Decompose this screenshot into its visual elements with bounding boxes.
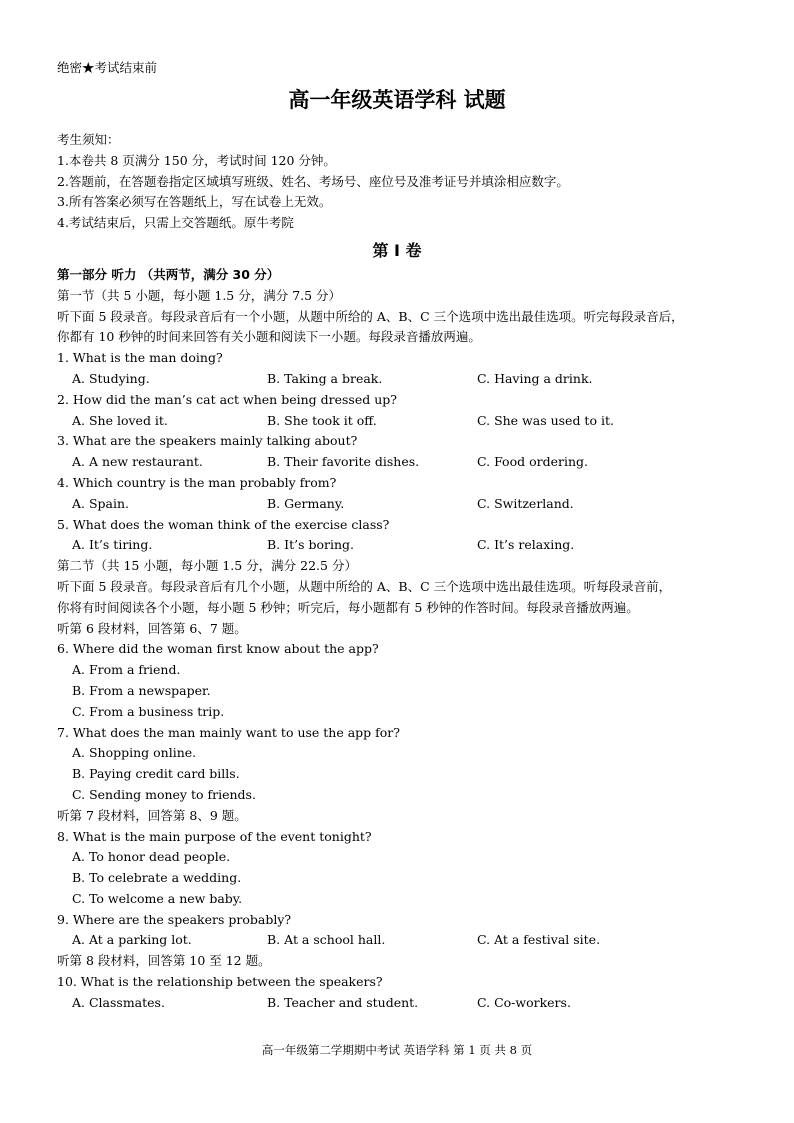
option-c: C. It’s relaxing. — [477, 537, 575, 553]
section2-instruction: 你将有时间阅读各个小题，每小题 5 秒钟；听完后，每小题都有 5 秒钟的作答时间。每段录音播放两遍。 — [57, 599, 639, 615]
section1-instruction: 你都有 10 秒钟的时间来回答有关小题和阅读下一小题。每段录音播放两遍。 — [57, 329, 481, 345]
confidential-label: 绝密★考试结束前 — [57, 60, 158, 75]
question-9: 9. Where are the speakers probably? — [57, 911, 292, 927]
option-a: A. Spain. — [72, 495, 130, 511]
question-1: 1. What is the man doing? — [57, 350, 223, 366]
volume-title: 第 I 卷 — [372, 240, 422, 260]
section1-heading: 第一节（共 5 小题，每小题 1.5 分，满分 7.5 分） — [57, 287, 342, 303]
option-a: A. A new restaurant. — [72, 454, 203, 470]
options-row — [57, 930, 737, 951]
option-c: C. Having a drink. — [477, 370, 593, 386]
question-7: 7. What does the man mainly want to use the app for? — [57, 724, 400, 740]
option-c: C. Co-workers. — [477, 994, 571, 1010]
material-note: 听第 8 段材料，回答第 10 至 12 题。 — [57, 953, 271, 969]
question-8: 8. What is the main purpose of the event tonight? — [57, 828, 372, 844]
options-row — [57, 993, 737, 1014]
option-a: A. Classmates. — [72, 994, 165, 1010]
option-a: A. From a friend. — [72, 662, 181, 678]
option-c: C. Sending money to friends. — [72, 786, 256, 802]
option-c: C. From a business trip. — [72, 703, 225, 719]
exam-title: 高一年级英语学科 试题 — [288, 88, 506, 112]
options-row — [57, 411, 737, 432]
question-6: 6. Where did the woman first know about the app? — [57, 641, 379, 657]
options-row — [57, 452, 737, 473]
notice-item: 4.考试结束后，只需上交答题纸。原牛考院 — [57, 215, 294, 231]
option-b: B. Taking a break. — [267, 370, 383, 386]
section2-instruction: 听下面 5 段录音。每段录音后有几个小题，从题中所给的 A、B、C 三个选项中选出最佳选项。听每段录音前， — [57, 578, 672, 594]
option-b: B. Germany. — [267, 495, 345, 511]
section2-heading: 第二节（共 15 小题，每小题 1.5 分，满分 22.5 分） — [57, 558, 357, 574]
material-note: 听第 6 段材料，回答第 6、7 题。 — [57, 620, 247, 636]
option-b: B. To celebrate a wedding. — [72, 870, 242, 886]
question-4: 4. Which country is the man probably from? — [57, 474, 337, 490]
question-2: 2. How did the man’s cat act when being dressed up? — [57, 391, 397, 407]
notice-item: 3.所有答案必须写在答题纸上，写在试卷上无效。 — [57, 194, 332, 210]
option-a: A. Studying. — [72, 370, 150, 386]
section1-instruction: 听下面 5 段录音。每段录音后有一个小题，从题中所给的 A、B、C 三个选项中选出最佳选项。听完每段录音后， — [57, 308, 684, 324]
option-a: A. Shopping online. — [72, 745, 197, 761]
part1-heading: 第一部分 听力 （共两节，满分 30 分） — [57, 266, 280, 282]
option-b: B. Paying credit card bills. — [72, 766, 240, 782]
option-c: C. Switzerland. — [477, 495, 574, 511]
notice-item: 2.答题前，在答题卷指定区域填写班级、姓名、考场号、座位号及准考证号并填涂相应数字。 — [57, 173, 569, 189]
option-c: C. At a festival site. — [477, 932, 601, 948]
option-a: A. At a parking lot. — [72, 932, 192, 948]
question-10: 10. What is the relationship between the speakers? — [57, 974, 383, 990]
option-b: B. Their favorite dishes. — [267, 454, 420, 470]
options-row — [57, 535, 737, 556]
options-row — [57, 494, 737, 515]
option-b: B. At a school hall. — [267, 932, 386, 948]
option-a: A. To honor dead people. — [72, 849, 231, 865]
option-a: A. She loved it. — [72, 412, 168, 428]
notice-item: 1.本卷共 8 页满分 150 分，考试时间 120 分钟。 — [57, 152, 336, 168]
option-c: C. To welcome a new baby. — [72, 890, 243, 906]
option-b: B. Teacher and student. — [267, 994, 419, 1010]
question-3: 3. What are the speakers mainly talking about? — [57, 433, 358, 449]
options-row — [57, 369, 737, 390]
page-footer: 高一年级第二学期期中考试 英语学科 第 1 页 共 8 页 — [261, 1043, 533, 1057]
question-5: 5. What does the woman think of the exercise class? — [57, 516, 390, 532]
option-c: C. Food ordering. — [477, 454, 588, 470]
option-a: A. It’s tiring. — [72, 537, 153, 553]
notice-heading: 考生须知： — [57, 132, 120, 147]
option-b: B. She took it off. — [267, 412, 377, 428]
option-c: C. She was used to it. — [477, 412, 614, 428]
material-note: 听第 7 段材料，回答第 8、9 题。 — [57, 807, 247, 823]
option-b: B. It’s boring. — [267, 537, 354, 553]
option-b: B. From a newspaper. — [72, 682, 211, 698]
exam-page — [57, 58, 737, 1014]
